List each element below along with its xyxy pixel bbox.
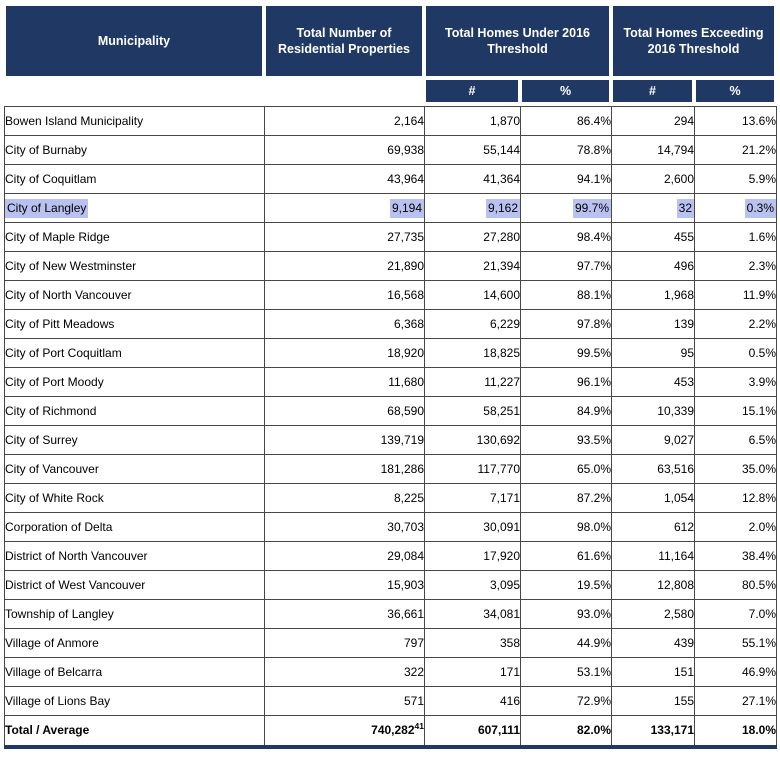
header-under-count: # xyxy=(424,78,520,104)
header-exceeding-count: # xyxy=(611,78,694,104)
table-row xyxy=(5,542,777,571)
municipality-cell: Bowen Island Municipality xyxy=(5,107,265,136)
over-pct-cell: 38.4% xyxy=(695,542,777,571)
under-pct-cell xyxy=(521,194,612,223)
over-count-cell: 294 xyxy=(612,107,695,136)
selection-highlight: City of Langley xyxy=(5,199,88,218)
under-count-cell: 27,280 xyxy=(425,223,521,252)
over-pct-cell: 21.2% xyxy=(695,136,777,165)
municipality-cell: City of White Rock xyxy=(5,484,265,513)
under-count-cell: 30,091 xyxy=(425,513,521,542)
selection-highlight: 9,194 xyxy=(390,199,424,218)
total-properties-cell: 322 xyxy=(265,658,425,687)
over-pct-cell: 2.3% xyxy=(695,252,777,281)
table-row xyxy=(5,629,777,658)
table-row xyxy=(5,484,777,513)
total-properties-cell: 11,680 xyxy=(265,368,425,397)
table-row xyxy=(5,136,777,165)
under-pct-cell: 72.9% xyxy=(521,687,612,716)
over-count-cell: 496 xyxy=(612,252,695,281)
under-count-cell: 6,229 xyxy=(425,310,521,339)
total-properties-cell: 30,703 xyxy=(265,513,425,542)
header-under-percent: % xyxy=(520,78,611,104)
municipality-cell: Village of Lions Bay xyxy=(5,687,265,716)
municipality-cell: City of Richmond xyxy=(5,397,265,426)
over-count-cell: 1,054 xyxy=(612,484,695,513)
municipality-cell xyxy=(5,194,265,223)
total-properties-cell: 571 xyxy=(265,687,425,716)
total-properties-cell: 139,719 xyxy=(265,426,425,455)
total-properties-cell: 21,890 xyxy=(265,252,425,281)
under-count-cell: 58,251 xyxy=(425,397,521,426)
table-row xyxy=(5,310,777,339)
total-properties-cell: 36,661 xyxy=(265,600,425,629)
over-pct-cell xyxy=(695,194,777,223)
over-count-cell: 10,339 xyxy=(612,397,695,426)
total-properties-cell: 8,225 xyxy=(265,484,425,513)
under-count-cell: 1,870 xyxy=(425,107,521,136)
total-properties-cell xyxy=(265,194,425,223)
over-pct-cell: 1.6% xyxy=(695,223,777,252)
over-count-cell: 12,808 xyxy=(612,571,695,600)
table-row xyxy=(5,339,777,368)
municipality-cell: City of Vancouver xyxy=(5,455,265,484)
table-row xyxy=(5,165,777,194)
under-count-cell: 171 xyxy=(425,658,521,687)
over-count-cell: 612 xyxy=(612,513,695,542)
total-over-pct-cell: 18.0% xyxy=(695,716,777,747)
under-count-cell: 416 xyxy=(425,687,521,716)
municipality-cell: City of Maple Ridge xyxy=(5,223,265,252)
under-count-cell xyxy=(425,194,521,223)
under-count-cell: 7,171 xyxy=(425,484,521,513)
over-count-cell xyxy=(612,194,695,223)
total-label-cell: Total / Average xyxy=(5,716,265,747)
over-pct-cell: 7.0% xyxy=(695,600,777,629)
total-properties-cell: 18,920 xyxy=(265,339,425,368)
over-count-cell: 1,968 xyxy=(612,281,695,310)
table-header xyxy=(4,4,776,104)
selection-highlight: 32 xyxy=(677,199,694,218)
over-count-cell: 2,580 xyxy=(612,600,695,629)
total-under-pct-cell: 82.0% xyxy=(521,716,612,747)
municipality-cell: City of Burnaby xyxy=(5,136,265,165)
table-row xyxy=(5,571,777,600)
table-row xyxy=(5,107,777,136)
report-table xyxy=(4,4,776,749)
over-pct-cell: 15.1% xyxy=(695,397,777,426)
over-pct-cell: 2.0% xyxy=(695,513,777,542)
total-properties-cell: 797 xyxy=(265,629,425,658)
over-pct-cell: 35.0% xyxy=(695,455,777,484)
over-pct-cell: 6.5% xyxy=(695,426,777,455)
over-pct-cell: 27.1% xyxy=(695,687,777,716)
selection-highlight: 9,162 xyxy=(486,199,520,218)
over-pct-cell: 11.9% xyxy=(695,281,777,310)
header-municipality: Municipality xyxy=(4,4,264,78)
under-count-cell: 55,144 xyxy=(425,136,521,165)
under-pct-cell: 94.1% xyxy=(521,165,612,194)
over-pct-cell: 46.9% xyxy=(695,658,777,687)
over-pct-cell: 3.9% xyxy=(695,368,777,397)
municipality-cell: City of Port Moody xyxy=(5,368,265,397)
table-row xyxy=(5,513,777,542)
table-row xyxy=(5,368,777,397)
table-row xyxy=(5,687,777,716)
under-count-cell: 34,081 xyxy=(425,600,521,629)
total-properties-cell: 29,084 xyxy=(265,542,425,571)
under-pct-cell: 98.4% xyxy=(521,223,612,252)
total-properties-cell: 69,938 xyxy=(265,136,425,165)
total-properties-value: 740,282 xyxy=(371,723,415,738)
over-count-cell: 155 xyxy=(612,687,695,716)
over-count-cell: 95 xyxy=(612,339,695,368)
over-count-cell: 453 xyxy=(612,368,695,397)
table-row xyxy=(5,600,777,629)
over-count-cell: 455 xyxy=(612,223,695,252)
selection-highlight: 0.3% xyxy=(745,199,776,218)
under-count-cell: 117,770 xyxy=(425,455,521,484)
over-pct-cell: 0.5% xyxy=(695,339,777,368)
total-under-count-cell: 607,111 xyxy=(425,716,521,747)
over-pct-cell: 5.9% xyxy=(695,165,777,194)
over-count-cell: 151 xyxy=(612,658,695,687)
municipality-cell: City of Pitt Meadows xyxy=(5,310,265,339)
under-count-cell: 18,825 xyxy=(425,339,521,368)
table-row xyxy=(5,455,777,484)
under-pct-cell: 86.4% xyxy=(521,107,612,136)
under-count-cell: 17,920 xyxy=(425,542,521,571)
under-pct-cell: 93.0% xyxy=(521,600,612,629)
under-pct-cell: 96.1% xyxy=(521,368,612,397)
over-count-cell: 9,027 xyxy=(612,426,695,455)
municipality-cell: District of North Vancouver xyxy=(5,542,265,571)
under-pct-cell: 78.8% xyxy=(521,136,612,165)
under-pct-cell: 44.9% xyxy=(521,629,612,658)
under-count-cell: 41,364 xyxy=(425,165,521,194)
municipality-cell: Corporation of Delta xyxy=(5,513,265,542)
under-count-cell: 358 xyxy=(425,629,521,658)
table-row xyxy=(5,658,777,687)
header-under-threshold-group: Total Homes Under 2016 Threshold xyxy=(424,4,611,78)
under-pct-cell: 99.5% xyxy=(521,339,612,368)
under-count-cell: 14,600 xyxy=(425,281,521,310)
data-table xyxy=(4,106,777,749)
under-pct-cell: 98.0% xyxy=(521,513,612,542)
footnote-marker: 41 xyxy=(414,721,424,732)
selection-highlight: 99.7% xyxy=(573,199,611,218)
under-count-cell: 130,692 xyxy=(425,426,521,455)
municipality-cell: Village of Belcarra xyxy=(5,658,265,687)
under-pct-cell: 87.2% xyxy=(521,484,612,513)
table-row xyxy=(5,252,777,281)
over-pct-cell: 55.1% xyxy=(695,629,777,658)
total-properties-cell: 68,590 xyxy=(265,397,425,426)
municipality-cell: City of New Westminster xyxy=(5,252,265,281)
municipality-cell: City of North Vancouver xyxy=(5,281,265,310)
over-count-cell: 439 xyxy=(612,629,695,658)
table-row xyxy=(5,194,777,223)
table-row xyxy=(5,223,777,252)
total-properties-cell xyxy=(265,716,425,747)
table-row xyxy=(5,397,777,426)
over-count-cell: 11,164 xyxy=(612,542,695,571)
header-exceeding-percent: % xyxy=(694,78,776,104)
total-properties-cell: 43,964 xyxy=(265,165,425,194)
municipality-cell: District of West Vancouver xyxy=(5,571,265,600)
over-count-cell: 139 xyxy=(612,310,695,339)
under-pct-cell: 88.1% xyxy=(521,281,612,310)
over-count-cell: 63,516 xyxy=(612,455,695,484)
over-pct-cell: 12.8% xyxy=(695,484,777,513)
table-row xyxy=(5,426,777,455)
header-exceeding-threshold-group: Total Homes Exceeding 2016 Threshold xyxy=(611,4,776,78)
under-pct-cell: 19.5% xyxy=(521,571,612,600)
under-pct-cell: 84.9% xyxy=(521,397,612,426)
over-count-cell: 14,794 xyxy=(612,136,695,165)
municipality-cell: Township of Langley xyxy=(5,600,265,629)
under-pct-cell: 53.1% xyxy=(521,658,612,687)
total-properties-cell: 15,903 xyxy=(265,571,425,600)
over-pct-cell: 80.5% xyxy=(695,571,777,600)
under-count-cell: 3,095 xyxy=(425,571,521,600)
table-row xyxy=(5,281,777,310)
total-over-count-cell: 133,171 xyxy=(612,716,695,747)
total-row xyxy=(5,716,777,747)
under-pct-cell: 97.7% xyxy=(521,252,612,281)
over-pct-cell: 13.6% xyxy=(695,107,777,136)
total-properties-cell: 27,735 xyxy=(265,223,425,252)
under-pct-cell: 61.6% xyxy=(521,542,612,571)
municipality-cell: City of Port Coquitlam xyxy=(5,339,265,368)
total-properties-cell: 16,568 xyxy=(265,281,425,310)
under-pct-cell: 93.5% xyxy=(521,426,612,455)
total-properties-cell: 181,286 xyxy=(265,455,425,484)
under-pct-cell: 97.8% xyxy=(521,310,612,339)
municipality-cell: Village of Anmore xyxy=(5,629,265,658)
over-count-cell: 2,600 xyxy=(612,165,695,194)
under-count-cell: 11,227 xyxy=(425,368,521,397)
under-pct-cell: 65.0% xyxy=(521,455,612,484)
total-properties-cell: 6,368 xyxy=(265,310,425,339)
header-total-properties: Total Number of Residential Properties xyxy=(264,4,424,78)
municipality-cell: City of Coquitlam xyxy=(5,165,265,194)
municipality-cell: City of Surrey xyxy=(5,426,265,455)
total-properties-cell: 2,164 xyxy=(265,107,425,136)
table-body xyxy=(5,107,777,716)
over-pct-cell: 2.2% xyxy=(695,310,777,339)
under-count-cell: 21,394 xyxy=(425,252,521,281)
